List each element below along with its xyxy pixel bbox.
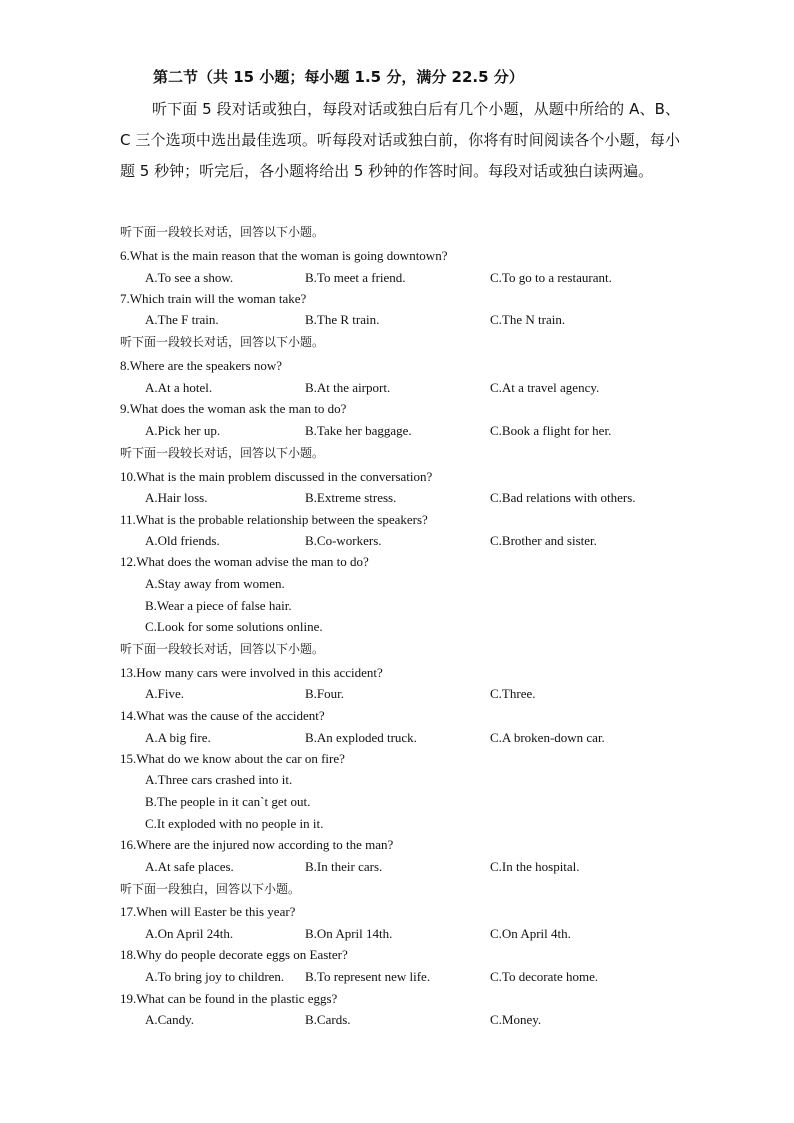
q17-option-a: A.On April 24th. xyxy=(145,926,234,941)
q6-option-a: A.To see a show. xyxy=(145,270,234,285)
q15-option-b: B.The people in it can`t get out. xyxy=(145,794,311,809)
section-instructions: 听下面 5 段对话或独白，每段对话或独白后有几个小题，从题中所给的 A、B、C 三个选项中选出最佳选项。听每段对话或独白前，你将有时间阅读各个小题，每小题 5 秒钟；听完后，各小题将给出 5 秒钟的作答时间。每段对话或独白读两遍。 xyxy=(120,100,680,180)
q17-option-b: B.On April 14th. xyxy=(305,926,393,941)
q12-option-a: A.Stay away from women. xyxy=(145,576,285,591)
q14-option-a: A.A big fire. xyxy=(145,730,211,745)
q10-option-b: B.Extreme stress. xyxy=(305,490,397,505)
q18-option-b: B.To represent new life. xyxy=(305,969,431,984)
question-14: 14.What was the cause of the accident? xyxy=(120,708,325,723)
question-11: 11.What is the probable relationship between the speakers? xyxy=(120,512,428,527)
direction-line: 听下面一段较长对话，回答以下小题。 xyxy=(120,335,325,349)
q6-option-c: C.To go to a restaurant. xyxy=(490,270,612,285)
q11-option-c: C.Brother and sister. xyxy=(490,533,597,548)
q8-option-a: A.At a hotel. xyxy=(145,380,213,395)
q14-option-c: C.A broken-down car. xyxy=(490,730,605,745)
question-8: 8.Where are the speakers now? xyxy=(120,358,283,373)
question-18: 18.Why do people decorate eggs on Easter? xyxy=(120,947,348,962)
q18-option-c: C.To decorate home. xyxy=(490,969,599,984)
direction-line: 听下面一段较长对话，回答以下小题。 xyxy=(120,446,325,460)
direction-line: 听下面一段较长对话，回答以下小题。 xyxy=(120,642,325,656)
question-19: 19.What can be found in the plastic eggs? xyxy=(120,991,338,1006)
q12-option-b: B.Wear a piece of false hair. xyxy=(145,598,292,613)
question-9: 9.What does the woman ask the man to do? xyxy=(120,401,347,416)
q11-option-a: A.Old friends. xyxy=(145,533,220,548)
question-17: 17.When will Easter be this year? xyxy=(120,904,296,919)
q18-option-a: A.To bring joy to children. xyxy=(145,969,285,984)
q7-option-a: A.The F train. xyxy=(145,312,219,327)
q7-option-c: C.The N train. xyxy=(490,312,566,327)
q19-option-a: A.Candy. xyxy=(145,1012,194,1027)
question-16: 16.Where are the injured now according to the man? xyxy=(120,837,394,852)
direction-line: 听下面一段独白，回答以下小题。 xyxy=(120,882,301,896)
question-12: 12.What does the woman advise the man to do? xyxy=(120,554,369,569)
q6-option-b: B.To meet a friend. xyxy=(305,270,406,285)
q19-option-c: C.Money. xyxy=(490,1012,542,1027)
q7-option-b: B.The R train. xyxy=(305,312,380,327)
q16-option-a: A.At safe places. xyxy=(145,859,234,874)
question-10: 10.What is the main problem discussed in the conversation? xyxy=(120,469,433,484)
q17-option-c: C.On April 4th. xyxy=(490,926,571,941)
question-6: 6.What is the main reason that the woman is going downtown? xyxy=(120,248,448,263)
q16-option-b: B.In their cars. xyxy=(305,859,383,874)
q10-option-c: C.Bad relations with others. xyxy=(490,490,636,505)
question-13: 13.How many cars were involved in this accident? xyxy=(120,665,383,680)
q13-option-b: B.Four. xyxy=(305,686,345,701)
q10-option-a: A.Hair loss. xyxy=(145,490,208,505)
q15-option-c: C.It exploded with no people in it. xyxy=(145,816,324,831)
q12-option-c: C.Look for some solutions online. xyxy=(145,619,323,634)
q15-option-a: A.Three cars crashed into it. xyxy=(145,772,293,787)
q13-option-c: C.Three. xyxy=(490,686,536,701)
q13-option-a: A.Five. xyxy=(145,686,184,701)
section-heading: 第二节（共 15 小题；每小题 1.5 分，满分 22.5 分） xyxy=(153,68,524,86)
q8-option-c: C.At a travel agency. xyxy=(490,380,600,395)
question-15: 15.What do we know about the car on fire? xyxy=(120,751,345,766)
q11-option-b: B.Co-workers. xyxy=(305,533,382,548)
q14-option-b: B.An exploded truck. xyxy=(305,730,417,745)
question-7: 7.Which train will the woman take? xyxy=(120,291,307,306)
q9-option-a: A.Pick her up. xyxy=(145,423,221,438)
direction-line: 听下面一段较长对话，回答以下小题。 xyxy=(120,225,325,239)
q9-option-b: B.Take her baggage. xyxy=(305,423,412,438)
q8-option-b: B.At the airport. xyxy=(305,380,391,395)
q9-option-c: C.Book a flight for her. xyxy=(490,423,612,438)
q19-option-b: B.Cards. xyxy=(305,1012,351,1027)
q16-option-c: C.In the hospital. xyxy=(490,859,580,874)
